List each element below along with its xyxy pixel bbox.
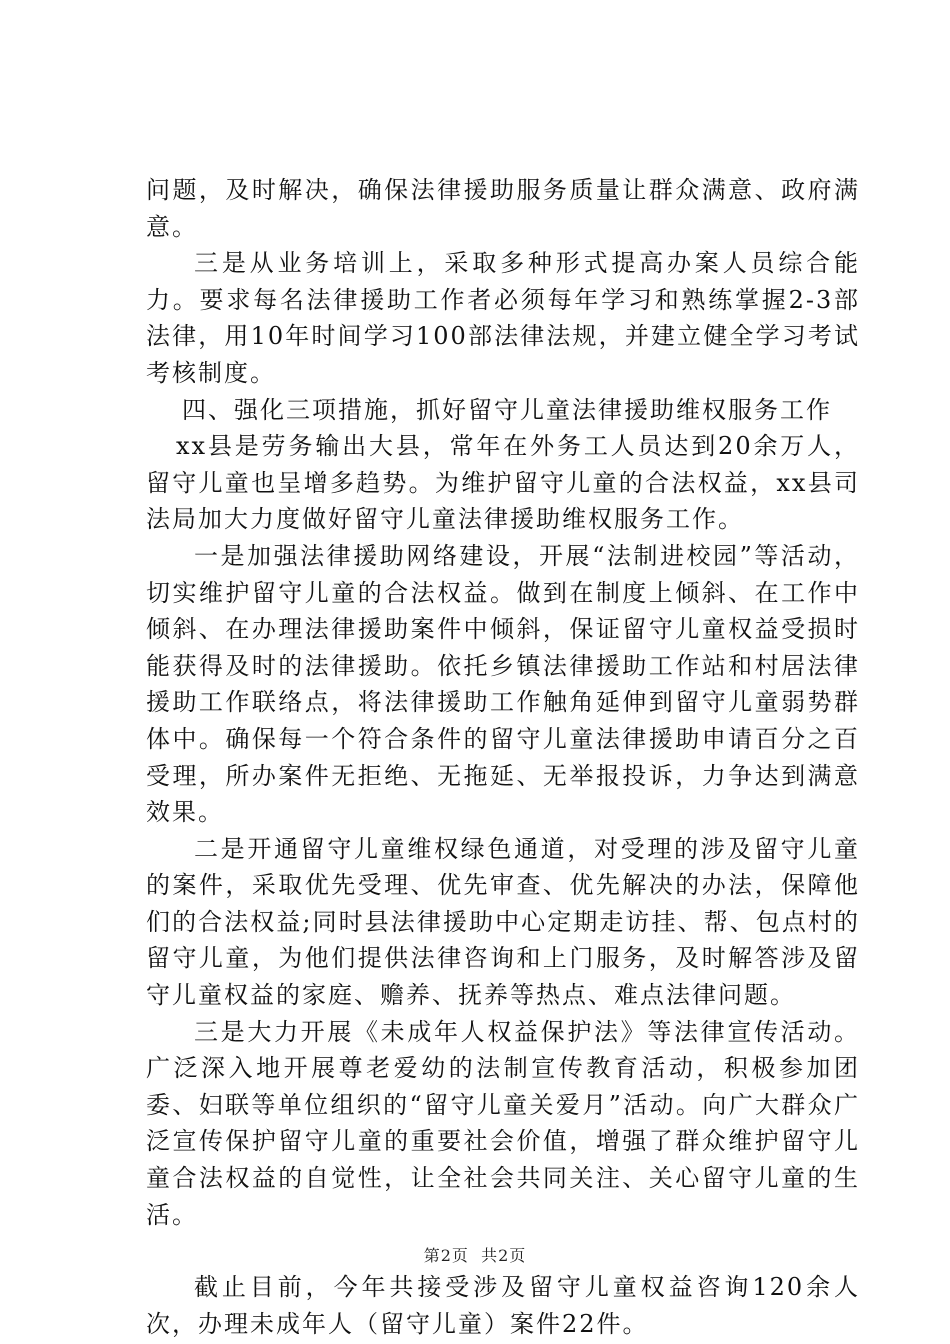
paragraph-continuation: 问题，及时解决，确保法律援助服务质量让群众满意、政府满意。 [146,176,860,241]
paragraph-county-intro: xx县是劳务输出大县，常年在外务工人员达到20余万人，留守儿童也呈增多趋势。为维护留守儿童的合法权益，xx县司法局加大力度做好留守儿童法律援助维权服务工作。 [146,432,860,534]
page-number: 第2页 共2页 [423,1246,527,1265]
paragraph-green-channel: 二是开通留守儿童维权绿色通道，对受理的涉及留守儿童的案件，采取优先受理、优先审查、优先解决的办法，保障他们的合法权益;同时县法律援助中心定期走访挂、帮、包点村的留守儿童，为他们提供法律咨询和上门服务，及时解答涉及留守儿童权益的家庭、赡养、抚养等热点、难点法律问题。 [146,834,860,1010]
paragraph-summary: 截止目前，今年共接受涉及留守儿童权益咨询120余人次，办理未成年人（留守儿童）案件22件。 [146,1273,860,1338]
page-footer [0,1243,950,1266]
section-heading-four: 四、强化三项措施，抓好留守儿童法律援助维权服务工作 [182,395,832,424]
paragraph-network: 一是加强法律援助网络建设，开展“法制进校园”等活动，切实维护留守儿童的合法权益。做到在制度上倾斜、在工作中倾斜、在办理法律援助案件中倾斜，保证留守儿童权益受损时能获得及时的法律援助。依托乡镇法律援助工作站和村居法律援助工作联络点，将法律援助工作触角延伸到留守儿童弱势群体中。确保每一个符合条件的留守儿童法律援助申请百分之百受理，所办案件无拒绝、无拖延、无举报投诉，力争达到满意效果。 [146,541,860,827]
document-body [146,172,860,1342]
paragraph-training: 三是从业务培训上，采取多种形式提高办案人员综合能力。要求每名法律援助工作者必须每年学习和熟练掌握2-3部法律，用10年时间学习100部法律法规，并建立健全学习考试考核制度。 [146,249,860,387]
paragraph-publicity: 三是大力开展《未成年人权益保护法》等法律宣传活动。广泛深入地开展尊老爱幼的法制宣传教育活动，积极参加团委、妇联等单位组织的“留守儿童关爱月”活动。向广大群众广泛宣传保护留守儿童的重要社会价值，增强了群众维护留守儿童合法权益的自觉性，让全社会共同关注、关心留守儿童的生活。 [146,1017,860,1229]
